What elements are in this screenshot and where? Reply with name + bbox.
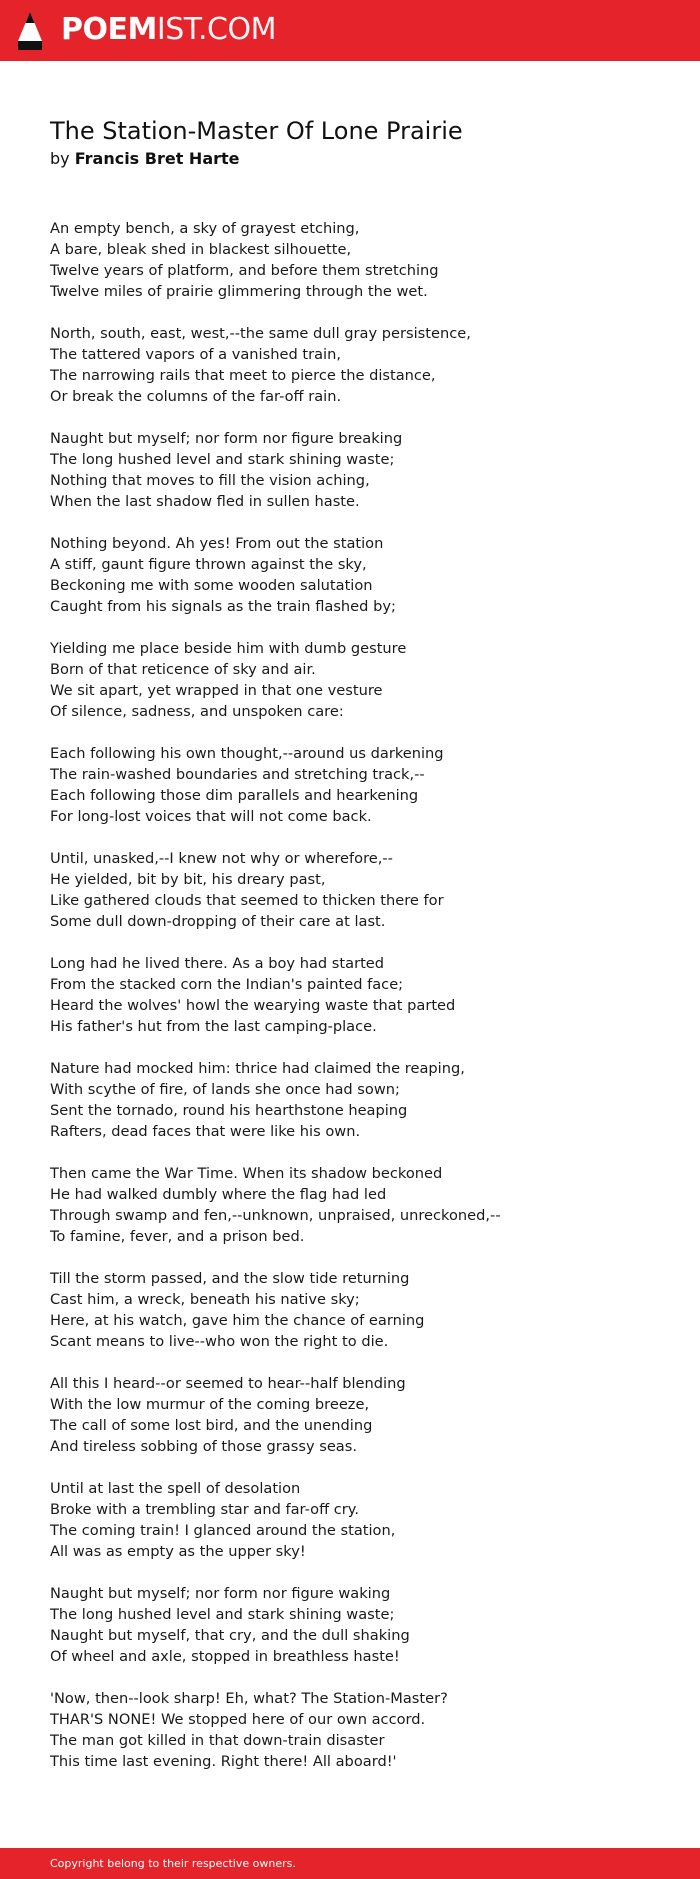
poem-line: The long hushed level and stark shining waste; — [50, 1606, 395, 1623]
poem-line: Beckoning me with some wooden salutation — [50, 577, 373, 594]
poem-line: And tireless sobbing of those grassy seas. — [50, 1438, 357, 1455]
poem-title: The Station-Master Of Lone Prairie — [50, 117, 463, 145]
poem-line: Heard the wolves' howl the wearying waste that parted — [50, 997, 456, 1014]
poem-line: Of silence, sadness, and unspoken care: — [50, 703, 344, 720]
poem-line: Until, unasked,--I knew not why or wherefore,-- — [50, 850, 393, 867]
poem-line: Born of that reticence of sky and air. — [50, 661, 316, 678]
poem-line: From the stacked corn the Indian's painted face; — [50, 976, 404, 993]
poem-line: Here, at his watch, gave him the chance of earning — [50, 1312, 425, 1329]
poem-line: Twelve years of platform, and before them stretching — [50, 262, 439, 279]
stanza — [50, 1163, 650, 1247]
poem-line: An empty bench, a sky of grayest etching, — [50, 220, 360, 237]
stanza — [50, 428, 650, 512]
poem-line: Then came the War Time. When its shadow beckoned — [50, 1165, 443, 1182]
stanza — [50, 743, 650, 827]
poem-body — [50, 218, 650, 1793]
poem-line: This time last evening. Right there! All aboard!' — [50, 1753, 397, 1770]
poem-line: Nothing beyond. Ah yes! From out the station — [50, 535, 384, 552]
poem-line: Twelve miles of prairie glimmering through the wet. — [50, 283, 428, 300]
poem-line: Like gathered clouds that seemed to thicken there for — [50, 892, 444, 909]
pencil-tip-icon[interactable] — [17, 11, 43, 51]
stanza — [50, 1478, 650, 1562]
poem-line: Sent the tornado, round his hearthstone heaping — [50, 1102, 408, 1119]
stanza — [50, 638, 650, 722]
stanza — [50, 533, 650, 617]
poem-line: All this I heard--or seemed to hear--half blending — [50, 1375, 406, 1392]
stanza — [50, 953, 650, 1037]
poem-line: The narrowing rails that meet to pierce the distance, — [50, 367, 436, 384]
stanza — [50, 1688, 650, 1772]
poem-line: Till the storm passed, and the slow tide returning — [50, 1270, 410, 1287]
poem-line: The coming train! I glanced around the station, — [50, 1522, 396, 1539]
copyright-notice: Copyright belong to their respective owners. — [50, 1857, 296, 1870]
poem-line: With the low murmur of the coming breeze, — [50, 1396, 370, 1413]
stanza — [50, 323, 650, 407]
poem-line: Scant means to live--who won the right to die. — [50, 1333, 389, 1350]
stanza — [50, 218, 650, 302]
poem-line: For long-lost voices that will not come back. — [50, 808, 372, 825]
poem-line: The tattered vapors of a vanished train, — [50, 346, 341, 363]
site-header — [0, 0, 700, 61]
poem-line: When the last shadow fled in sullen haste. — [50, 493, 360, 510]
poem-line: Naught but myself; nor form nor figure waking — [50, 1585, 391, 1602]
poem-line: Cast him, a wreck, beneath his native sky; — [50, 1291, 360, 1308]
logo-light: IST.COM — [156, 12, 276, 47]
poem-line: Yielding me place beside him with dumb gesture — [50, 640, 407, 657]
poem-line: Long had he lived there. As a boy had started — [50, 955, 385, 972]
poem-line: With scythe of fire, of lands she once had sown; — [50, 1081, 400, 1098]
poem-line: Nature had mocked him: thrice had claimed the reaping, — [50, 1060, 465, 1077]
poem-line: 'Now, then--look sharp! Eh, what? The Station-Master? — [50, 1690, 448, 1707]
stanza — [50, 848, 650, 932]
poem-line: Through swamp and fen,--unknown, unpraised, unreckoned,-- — [50, 1207, 501, 1224]
poem-line: He had walked dumbly where the flag had led — [50, 1186, 387, 1203]
stanza — [50, 1583, 650, 1667]
poem-line: Rafters, dead faces that were like his own. — [50, 1123, 361, 1140]
poem-line: A bare, bleak shed in blackest silhouette, — [50, 241, 352, 258]
poem-line: The call of some lost bird, and the unending — [50, 1417, 373, 1434]
site-logo[interactable] — [61, 11, 276, 49]
poem-line: Nothing that moves to fill the vision aching, — [50, 472, 370, 489]
poem-line: Each following his own thought,--around us darkening — [50, 745, 444, 762]
poem-line: We sit apart, yet wrapped in that one vesture — [50, 682, 383, 699]
byline — [50, 148, 240, 170]
poem-line: North, south, east, west,--the same dull gray persistence, — [50, 325, 471, 342]
stanza — [50, 1058, 650, 1142]
poem-line: THAR'S NONE! We stopped here of our own accord. — [50, 1711, 426, 1728]
poem-line: He yielded, bit by bit, his dreary past, — [50, 871, 326, 888]
poem-line: Naught but myself, that cry, and the dull shaking — [50, 1627, 410, 1644]
site-footer — [0, 1848, 700, 1879]
author-name: Francis Bret Harte — [74, 149, 240, 168]
poem-line: Naught but myself; nor form nor figure breaking — [50, 430, 403, 447]
poem-line: Or break the columns of the far-off rain. — [50, 388, 342, 405]
poem-line: The long hushed level and stark shining waste; — [50, 451, 395, 468]
stanza — [50, 1268, 650, 1352]
poem-line: Of wheel and axle, stopped in breathless haste! — [50, 1648, 400, 1665]
stanza — [50, 1373, 650, 1457]
logo-bold: POEM — [61, 12, 157, 47]
poem-line: The man got killed in that down-train disaster — [50, 1732, 385, 1749]
poem-line: A stiff, gaunt figure thrown against the sky, — [50, 556, 367, 573]
poem-line: Broke with a trembling star and far-off cry. — [50, 1501, 359, 1518]
poem-line: Caught from his signals as the train flashed by; — [50, 598, 396, 615]
poem-line: The rain-washed boundaries and stretching track,-- — [50, 766, 425, 783]
poem-line: All was as empty as the upper sky! — [50, 1543, 306, 1560]
poem-line: Each following those dim parallels and hearkening — [50, 787, 419, 804]
poem-line: Some dull down-dropping of their care at last. — [50, 913, 386, 930]
poem-line: His father's hut from the last camping-place. — [50, 1018, 377, 1035]
poem-line: Until at last the spell of desolation — [50, 1480, 301, 1497]
by-label: by — [50, 149, 70, 168]
poem-line: To famine, fever, and a prison bed. — [50, 1228, 305, 1245]
